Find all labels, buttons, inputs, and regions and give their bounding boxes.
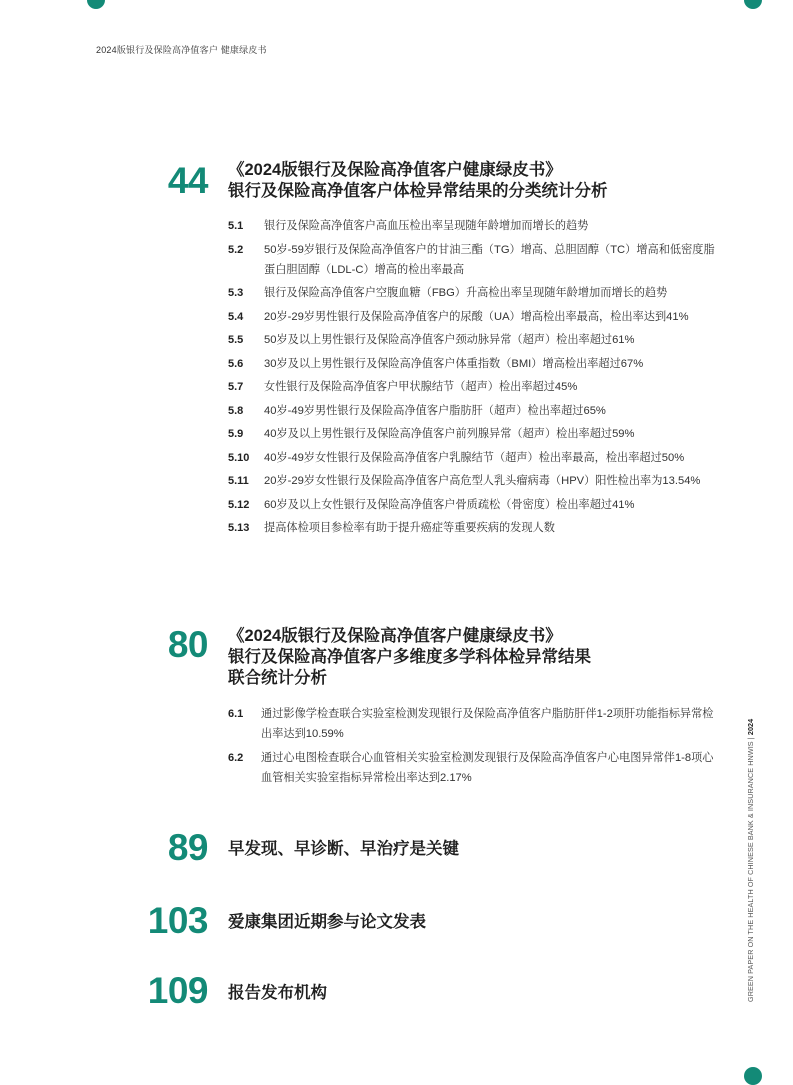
toc-subitem-number: 5.2 [228, 243, 244, 256]
toc-subitem[interactable] [228, 377, 724, 397]
toc-subitem-number: 5.4 [228, 310, 244, 323]
toc-subitem-number: 5.11 [228, 475, 249, 487]
toc-subitem-text: 60岁及以上女性银行及保险高净值客户骨质疏松（骨密度）检出率超过41% [264, 498, 635, 511]
toc-subitem-number: 5.13 [228, 522, 250, 534]
toc-section-title: 报告发布机构 [228, 984, 327, 1002]
toc-subitem-number: 5.10 [228, 451, 250, 464]
toc-subitem-text: 20岁-29岁男性银行及保险高净值客户的尿酸（UA）增高检出率最高，检出率达到41% [264, 310, 689, 323]
toc-page-number: 109 [147, 970, 208, 1011]
toc-subitem-list [228, 216, 724, 542]
toc-page-number: 44 [167, 160, 208, 201]
toc-section-title: 早发现、早诊断、早治疗是关键 [228, 840, 459, 858]
toc-page-number: 80 [167, 624, 208, 665]
toc-title-line: 《2024版银行及保险高净值客户健康绿皮书》 [228, 627, 562, 645]
toc-subitem[interactable] [228, 748, 721, 788]
corner-dot-decoration [744, 0, 762, 9]
toc-subitem-text: 40岁-49岁女性银行及保险高净值客户乳腺结节（超声）检出率最高，检出率超过50% [264, 451, 685, 464]
toc-subitem-number: 5.1 [228, 220, 244, 232]
toc-subitem-text: 银行及保险高净值客户空腹血糖（FBG）升高检出率呈现随年龄增加而增长的趋势 [264, 287, 668, 299]
toc-subitem[interactable] [228, 495, 724, 515]
toc-subitem-number: 5.8 [228, 404, 244, 417]
toc-section-title [228, 160, 608, 202]
toc-page-number: 103 [147, 900, 208, 941]
toc-subitem[interactable] [228, 330, 724, 350]
running-header: 2024版银行及保险高净值客户 健康绿皮书 [96, 45, 267, 55]
toc-subitem-number: 5.3 [228, 287, 244, 299]
toc-subitem-number: 5.12 [228, 498, 250, 511]
toc-subitem[interactable] [228, 307, 724, 327]
toc-subitem-text: 20岁-29岁女性银行及保险高净值客户高危型人乳头瘤病毒（HPV）阳性检出率为13.54% [264, 475, 701, 487]
toc-subitem-number: 5.6 [228, 357, 244, 370]
toc-subitem-text: 银行及保险高净值客户高血压检出率呈现随年龄增加而增长的趋势 [264, 220, 589, 232]
toc-subitem-number: 5.7 [228, 381, 244, 393]
toc-subitem[interactable] [228, 240, 724, 280]
toc-subitem[interactable] [228, 283, 724, 303]
toc-subitem-list [228, 704, 721, 791]
corner-dot-decoration [744, 1067, 762, 1085]
toc-subitem-number: 6.1 [228, 708, 244, 720]
toc-subitem[interactable] [228, 518, 724, 538]
toc-title-line: 银行及保险高净值客户多维度多学科体检异常结果 [228, 648, 591, 666]
toc-subitem-text: 50岁-59岁银行及保险高净值客户的甘油三酯（TG）增高、总胆固醇（TC）增高和低密度脂蛋白胆固醇（LDL-C）增高的检出率最高 [264, 243, 715, 276]
side-text-year: 2024 [746, 718, 755, 736]
toc-subitem[interactable] [228, 424, 724, 444]
toc-subitem-text: 50岁及以上男性银行及保险高净值客户颈动脉异常（超声）检出率超过61% [264, 334, 635, 346]
side-vertical-text [746, 718, 758, 1002]
toc-title-line: 联合统计分析 [228, 669, 327, 687]
toc-subitem[interactable] [228, 448, 724, 468]
toc-subitem-number: 6.2 [228, 751, 244, 764]
toc-subitem-text: 女性银行及保险高净值客户甲状腺结节（超声）检出率超过45% [264, 381, 578, 393]
toc-subitem-text: 提高体检项目参检率有助于提升癌症等重要疾病的发现人数 [264, 522, 555, 534]
toc-subitem[interactable] [228, 471, 724, 491]
toc-section-title: 爱康集团近期参与论文发表 [228, 913, 426, 931]
toc-subitem-text: 通过影像学检查联合实验室检测发现银行及保险高净值客户脂肪肝伴1-2项肝功能指标异常检出率达到10.59% [261, 708, 714, 740]
side-text-label: GREEN PAPER ON THE HEALTH OF CHINESE BANK & INSURANCE HNWIS | [746, 735, 755, 1002]
toc-subitem-text: 通过心电图检查联合心血管相关实验室检测发现银行及保险高净值客户心电图异常伴1-8项心血管相关实验室指标异常检出率达到2.17% [261, 751, 714, 784]
toc-title-line: 《2024版银行及保险高净值客户健康绿皮书》 [228, 161, 562, 179]
corner-dot-decoration [87, 0, 105, 9]
toc-subitem-number: 5.9 [228, 428, 244, 440]
toc-subitem-text: 30岁及以上男性银行及保险高净值客户体重指数（BMI）增高检出率超过67% [264, 357, 644, 370]
toc-subitem-text: 40岁-49岁男性银行及保险高净值客户脂肪肝（超声）检出率超过65% [264, 404, 606, 417]
toc-title-line: 银行及保险高净值客户体检异常结果的分类统计分析 [228, 182, 608, 200]
toc-subitem[interactable] [228, 354, 724, 374]
toc-subitem[interactable] [228, 216, 724, 236]
toc-subitem[interactable] [228, 401, 724, 421]
toc-section-title [228, 626, 591, 689]
toc-subitem-number: 5.5 [228, 334, 244, 346]
toc-subitem[interactable] [228, 704, 721, 744]
toc-page-number: 89 [167, 827, 208, 868]
toc-subitem-text: 40岁及以上男性银行及保险高净值客户前列腺异常（超声）检出率超过59% [264, 428, 635, 440]
